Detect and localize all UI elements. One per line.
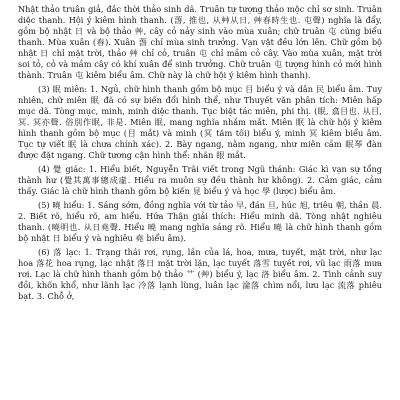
paragraph-entry-mien: (3) 眠 miên: 1. Ngủ, chữ hình thanh gồm bộ mục 目 biểu ý và dân 民 biểu âm. Tuy nhiên, chữ miên 眠 đã có sự biến đổi hình thể, như Thuyết văn phân tích: Miên hấp mục dã. Tòng mục, minh, minh diệc thanh. Tục biệt tác miên, phi thị. (眠, 翕目也. 从目, 冥. 冥亦聲. 俗別作眠, 非是. Miên 眠, mang nghĩa nhắm mắt. Miên 眠 là chữ hội ý kiêm hình thanh gồm bộ mục (目 mắt) và minh (冥 tăm tối) biểu ý, minh 冥 kiêm biểu âm. Tục tự viết 眠 là chưa chính xác). 2. Bày ngang, nằm ngang, như miên cầm 眠琴 đàn được đặt ngang. Chữ tương cận hình thể: nhãn 眼 mắt.	[18, 84, 382, 160]
paragraph-entry-giac: (4) 覺 giác: 1. Hiểu biết, Nguyễn Trãi viết trong Ngũ thánh: Giác kì vạn sự tổng thành hư (覺其萬事總成虛. Hiểu ra muôn sự đều thành hư không). 2. Cảm giác, cảm thấy. Giác là chữ hình thanh gồm bộ kiến 見 biểu ý và học 學 (lược) biểu âm.	[18, 164, 382, 196]
paragraph-etymology-xuan: Nhật thảo truân giả, đắc thời thảo sinh dã. Truân tự tượng thảo mộc chỉ sơ sinh. Truân diệc thanh. Hội ý kiêm hình thanh. (萅, 推也, 从艸从日, 艸春時生也. 屯聲) nghĩa là đẩy, gồm bộ nhật 日 và bộ thảo 艸, cây cỏ nảy sinh vào mùa xuân; chữ truân 屯 cũng biểu thanh. Mùa xuân (春). Xuân 萅 chỉ mùa sinh trưởng. Vạn vật đều lớn lên. Chữ gồm bộ nhật 日 chỉ mặt trời, thảo 艸 chỉ cỏ, truân 屯 chỉ mầm cỏ cây. Vào mùa xuân, mặt trời soi tỏ, cỏ và mầm cây có khí xuân để sinh trưởng. Chữ truân 屯 tượng hình cỏ mới hình thành. Truân 屯 kiêm biểu âm. Chữ này là chữ hội ý kiêm hình thanh).	[18, 4, 382, 80]
document-page	[18, 4, 382, 396]
paragraph-entry-hieu: (5) 曉 hiểu: 1. Sáng sớm, đồng nghĩa với từ tảo 早, đán 旦, húc 旭, triêu 朝, thần 晨. 2. Biết rõ, hiểu rõ, am hiểu. Hứa Thận giải thích: Hiểu minh dã. Tòng nhật nghiêu thanh. (曉明也. 从日堯聲. Hiểu 曉 mang nghĩa sáng rõ. Hiểu 曉 là chữ hình thanh gồm bộ nhật 日 biểu ý và nghiêu 堯 biểu âm).	[18, 200, 382, 243]
paragraph-entry-lac: (6) 落 lạc: 1. Trạng thái rơi, rụng, lần của lá, hoa, mưa, tuyết, mặt trời, như lạc hoa 落花 hoa rụng, lạc nhật 落日 mặt trời lặn, lạc tuyết 落雪 tuyết rơi, vũ lạc 雨落 mưa rơi. Lạc là chữ hình thanh gồm bộ thảo 艹 (艸) biểu ý, lạc 洛 biểu âm. 2. Tình cảnh suy đồi, khốn khổ, như lãnh lạc 冷落 lạnh lùng, luân lạc 淪落 chìm nổi, lưu lạc 流落 phiêu bạt. 3. Chỗ ở,	[18, 247, 382, 301]
